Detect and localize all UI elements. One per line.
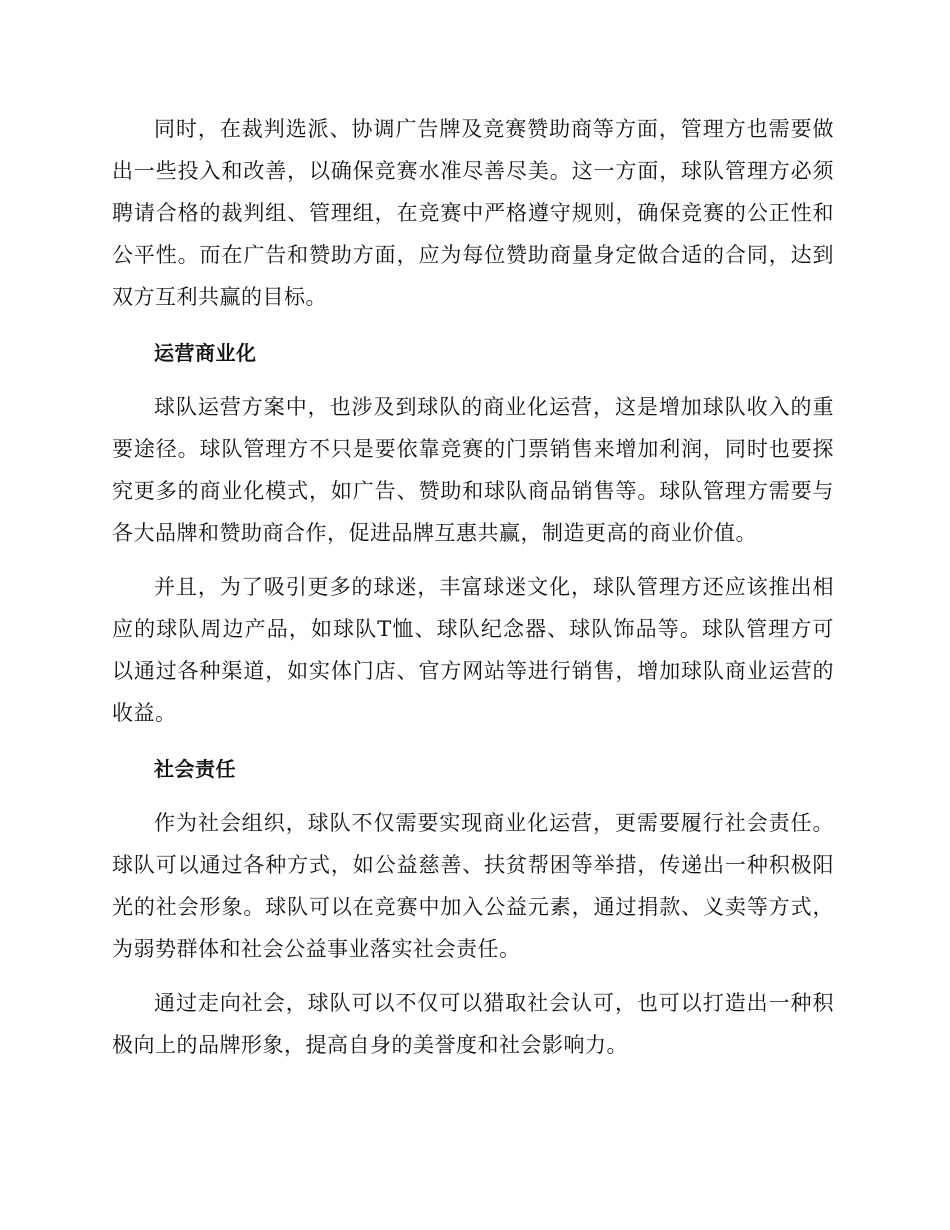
paragraph-social-responsibility: 作为社会组织，球队不仅需要实现商业化运营，更需要履行社会责任。球队可以通过各种方式，如公益慈善、扶贫帮困等举措，传递出一种积极阳光的社会形象。球队可以在竞赛中加入公益元素，通过捐款、义卖等方式，为弱势群体和社会公益事业落实社会责任。 [112, 811, 834, 961]
paragraph-brand-image: 通过走向社会，球队可以不仅可以猎取社会认可，也可以打造出一种积极向上的品牌形象，提高自身的美誉度和社会影响力。 [112, 991, 834, 1057]
paragraph-referees-sponsors: 同时，在裁判选派、协调广告牌及竞赛赞助商等方面，管理方也需要做出一些投入和改善，以确保竞赛水准尽善尽美。这一方面，球队管理方必须聘请合格的裁判组、管理组，在竞赛中严格遵守规则，确保竞赛的公正性和公平性。而在广告和赞助方面，应为每位赞助商量身定做合适的合同，达到双方互利共赢的目标。 [112, 117, 834, 309]
paragraph-commercial-operation: 球队运营方案中，也涉及到球队的商业化运营，这是增加球队收入的重要途径。球队管理方不只是要依靠竞赛的门票销售来增加利润，同时也要探究更多的商业化模式，如广告、赞助和球队商品销售等。球队管理方需要与各大品牌和赞助商合作，促进品牌互惠共赢，制造更高的商业价值。 [112, 395, 834, 545]
heading-social-responsibility: 社会责任 [154, 757, 236, 781]
paragraph-merchandise: 并且，为了吸引更多的球迷，丰富球迷文化，球队管理方还应该推出相应的球队周边产品，如球队T恤、球队纪念器、球队饰品等。球队管理方可以通过各种渠道，如实体门店、官方网站等进行销售，增加球队商业运营的收益。 [112, 575, 834, 725]
heading-commercial-operation: 运营商业化 [154, 341, 257, 365]
document-page [112, 108, 834, 1066]
